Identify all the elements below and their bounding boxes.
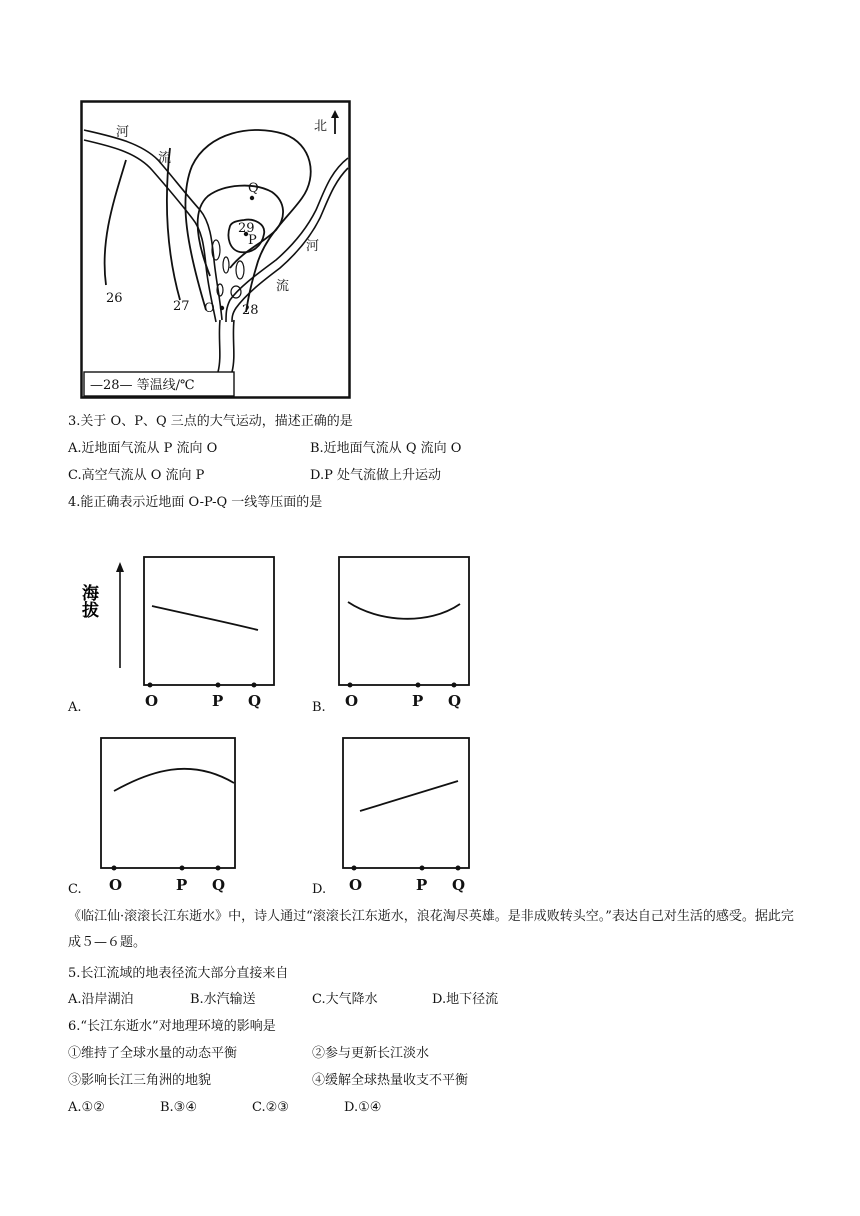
q6-option-a[interactable]: A.①② xyxy=(68,1100,105,1115)
isotherm-value-26: 26 xyxy=(106,291,123,306)
q4-figure-a xyxy=(78,556,282,712)
isotherm-value-29: 29 xyxy=(238,221,255,236)
elevation-axis-label: 海拔 xyxy=(78,584,98,618)
north-label: 北 xyxy=(314,119,328,134)
point-q-label: Q xyxy=(448,692,462,710)
point-p-label: P xyxy=(412,692,424,710)
map-legend: —28— 等温线/℃ xyxy=(90,378,195,393)
q6-option-b[interactable]: B.③④ xyxy=(160,1100,197,1115)
q6-statement-3: ③影响长江三角洲的地貌 xyxy=(68,1073,212,1088)
point-o-label: O xyxy=(145,692,159,710)
q3-option-d[interactable]: D.P 处气流做上升运动 xyxy=(310,468,441,483)
isobar-line-d xyxy=(360,781,458,811)
point-q-marker xyxy=(452,683,457,688)
q6-option-c[interactable]: C.②③ xyxy=(252,1100,289,1115)
q4-option-a-letter[interactable]: A. xyxy=(68,700,82,715)
graph-frame xyxy=(144,557,274,685)
point-o-marker xyxy=(220,306,224,310)
isobar-line-a xyxy=(152,606,258,630)
point-o-label: O xyxy=(204,301,215,316)
river-label: 流 xyxy=(158,151,172,166)
q5-option-a[interactable]: A.沿岸湖泊 xyxy=(68,992,134,1007)
point-o-marker xyxy=(348,683,353,688)
point-p-label: P xyxy=(248,233,257,248)
q5-option-c[interactable]: C.大气降水 xyxy=(312,992,378,1007)
q6-stem: 6.“长江东逝水”对地理环境的影响是 xyxy=(68,1019,276,1034)
point-p-label: P xyxy=(416,876,428,894)
point-p-marker xyxy=(216,683,221,688)
q4-stem: 4.能正确表示近地面 O-P-Q 一线等压面的是 xyxy=(68,495,323,510)
q3-option-b[interactable]: B.近地面气流从 Q 流向 O xyxy=(310,441,462,456)
point-o-label: O xyxy=(109,876,123,894)
q6-statement-1: ①维持了全球水量的动态平衡 xyxy=(68,1046,238,1061)
isotherm-map xyxy=(80,100,352,400)
point-o-marker xyxy=(352,866,357,871)
point-o-label: O xyxy=(345,692,359,710)
q5-option-d[interactable]: D.地下径流 xyxy=(432,992,499,1007)
isobar-line-c xyxy=(114,769,234,791)
point-o-label: O xyxy=(349,876,363,894)
point-p-label: P xyxy=(176,876,188,894)
isotherm-value-28: 28 xyxy=(242,303,259,318)
q3-option-c[interactable]: C.高空气流从 O 流向 P xyxy=(68,468,205,483)
q4-figure-d xyxy=(342,737,476,897)
graph-frame xyxy=(339,557,469,685)
q4-figure-b xyxy=(338,556,474,712)
q3-stem: 3.关于 O、P、Q 三点的大气运动，描述正确的是 xyxy=(68,414,353,429)
point-p-marker xyxy=(420,866,425,871)
point-q-label: Q xyxy=(248,181,259,196)
point-o-marker xyxy=(148,683,153,688)
point-q-marker xyxy=(252,683,257,688)
point-q-label: Q xyxy=(248,692,262,710)
point-q-marker xyxy=(216,866,221,871)
q4-option-d-letter[interactable]: D. xyxy=(312,882,327,897)
q3-option-a[interactable]: A.近地面气流从 P 流向 O xyxy=(68,441,218,456)
point-q-marker xyxy=(456,866,461,871)
point-p-label: P xyxy=(212,692,224,710)
elevation-axis-arrow-icon xyxy=(116,562,124,572)
q6-option-d[interactable]: D.①④ xyxy=(344,1100,382,1115)
river-label: 流 xyxy=(276,279,290,294)
isobar-line-b xyxy=(348,602,460,619)
point-q-marker xyxy=(250,196,254,200)
point-p-marker xyxy=(416,683,421,688)
point-p-marker xyxy=(180,866,185,871)
point-o-marker xyxy=(112,866,117,871)
point-q-label: Q xyxy=(212,876,226,894)
river-label: 河 xyxy=(116,125,130,140)
q4-figure-c xyxy=(100,737,240,897)
point-q-label: Q xyxy=(452,876,466,894)
reading-passage: 《临江仙·滚滚长江东逝水》中，诗人通过“滚滚长江东逝水，浪花淘尽英雄。是非成败转头空。”表达自己对生活的感受。据此完成５—６题。 xyxy=(68,909,794,950)
q4-option-b-letter[interactable]: B. xyxy=(312,700,326,715)
graph-frame xyxy=(101,738,235,868)
q5-stem: 5.长江流域的地表径流大部分直接来自 xyxy=(68,966,289,981)
isotherm-value-27: 27 xyxy=(173,299,190,314)
q4-option-c-letter[interactable]: C. xyxy=(68,882,82,897)
q5-option-b[interactable]: B.水汽输送 xyxy=(190,992,256,1007)
graph-frame xyxy=(343,738,469,868)
q6-statement-2: ②参与更新长江淡水 xyxy=(312,1046,430,1061)
q6-statement-4: ④缓解全球热量收支不平衡 xyxy=(312,1073,469,1088)
river-label: 河 xyxy=(306,239,320,254)
